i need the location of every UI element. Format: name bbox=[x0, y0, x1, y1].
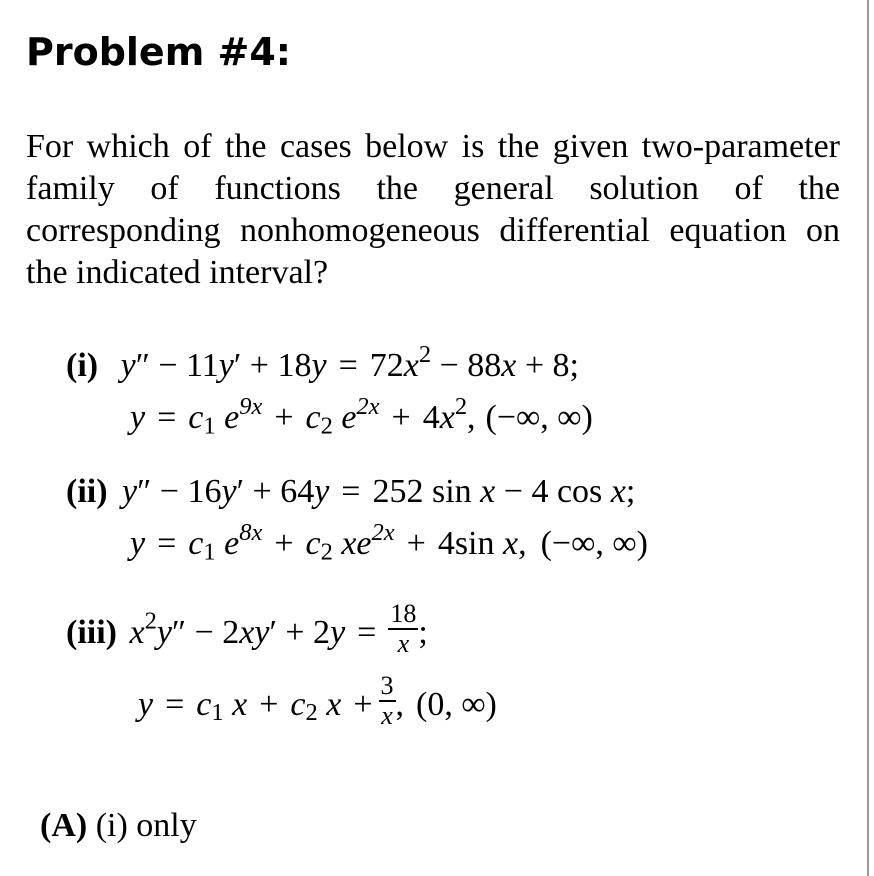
choice-a-text: (i) only bbox=[95, 807, 197, 844]
case-i-equation: (i) $y'' - 11y' + 18y = 72x^2 - 88x + 8$; bbox=[66, 340, 579, 384]
case-iii-solution: $y = c_1$ $x + c_2$ x + $\frac{3}{x}$ , (0, ∞) bbox=[138, 671, 497, 730]
choice-a-letter: (A) bbox=[40, 807, 88, 844]
case-iii-label: (iii) bbox=[66, 613, 117, 651]
case-ii-equation: (ii) y″ − 16y′ + 64y = 252 sin x − 4 cos x; bbox=[66, 473, 636, 510]
problem-title: Problem #4: bbox=[26, 30, 291, 74]
fraction-3-over-x: $\frac{3}{x}$ bbox=[380, 671, 394, 730]
case-i-solution: $y = c_1$ $e^{9x} + c_2$ $e^{2x} + 4x^2$, (−∞, ∞) bbox=[130, 392, 593, 440]
fraction-18-over-x: $\frac{18}{x}$ bbox=[390, 599, 417, 658]
case-ii-label: (ii) bbox=[66, 473, 108, 510]
case-i-label: (i) bbox=[66, 347, 99, 384]
case-ii-solution: $y = c_1$ $e^{8x} + c_2$ $xe^{2x} + 4\sin$ x, (−∞, ∞) bbox=[130, 518, 648, 566]
choice-a[interactable] bbox=[40, 806, 197, 846]
case-iii-equation: (iii) $x^2y'' - 2xy' + 2y$ = $\frac{18}{x}$ ; bbox=[66, 599, 428, 658]
problem-statement: For which of the cases below is the given two-parameter family of functions the general solution of the corresponding nonhomogeneous differential equation on the indicated interval? bbox=[26, 128, 840, 291]
right-border-line bbox=[867, 0, 869, 876]
